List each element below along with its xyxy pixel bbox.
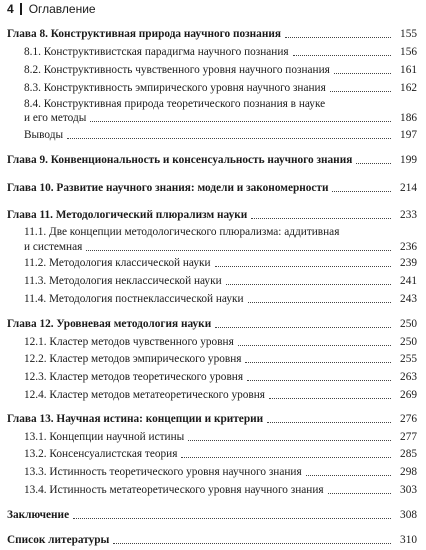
dot-leader <box>251 217 391 219</box>
toc-entry-title: 11.3. Методология неклассической науки <box>24 275 222 287</box>
toc-page-number: 298 <box>400 466 417 478</box>
toc-entry-title: Глава 8. Конструктивная природа научного познания <box>7 28 281 40</box>
toc-section-entry <box>24 273 417 288</box>
toc-page-number: 233 <box>400 209 417 221</box>
toc-page-number: 310 <box>400 534 417 546</box>
dot-leader <box>226 283 391 285</box>
dot-leader <box>238 344 391 346</box>
dot-leader <box>269 397 391 399</box>
toc-page-number: 161 <box>400 64 417 76</box>
toc-page-number: 250 <box>400 318 417 330</box>
toc-entry-title: 11.1. Две концепции методологического плюрализма: аддитивная <box>24 226 340 238</box>
toc-entry-title: 12.3. Кластер методов теоретического уровня <box>24 371 244 383</box>
toc-entry-title: Список литературы <box>7 534 110 546</box>
toc-page-number: 214 <box>400 182 417 194</box>
toc-page-number: 155 <box>400 28 417 40</box>
toc-section-entry <box>24 62 417 77</box>
toc-entry-title: Глава 13. Научная истина: концепции и критерии <box>7 413 264 425</box>
toc-page-number: 308 <box>400 509 417 521</box>
toc-entry-title: Глава 9. Конвенциональность и консенсуальность научного знания <box>7 154 353 166</box>
toc-section-entry-line1 <box>24 224 417 239</box>
toc-section-entry <box>24 429 417 444</box>
dot-leader <box>247 379 391 381</box>
toc-entry-title: 8.1. Конструктивистская парадигма научного познания <box>24 46 289 58</box>
toc-chapter-entry <box>7 207 417 222</box>
dot-leader <box>293 54 391 56</box>
dot-leader <box>332 190 391 192</box>
toc-entry-title: 8.4. Конструктивная природа теоретического познания в науке <box>24 98 326 110</box>
toc-section-entry <box>24 334 417 349</box>
dot-leader <box>215 326 391 328</box>
toc-page-number: 250 <box>400 336 417 348</box>
toc-entry-title: Выводы <box>24 129 64 141</box>
toc-entry-title: 11.4. Методология постнеклассической науки <box>24 293 244 305</box>
toc-page-number: 162 <box>400 82 417 94</box>
page-header <box>7 0 96 18</box>
toc-section-entry <box>24 369 417 384</box>
toc-section-entry-line2 <box>24 110 417 125</box>
toc-entry-title: 13.3. Истинность теоретического уровня научного знания <box>24 466 302 478</box>
toc-section-entry <box>24 387 417 402</box>
dot-leader <box>285 36 391 38</box>
toc-entry-title: 12.4. Кластер методов метатеоретического уровня <box>24 389 265 401</box>
toc-chapter-entry <box>7 180 417 195</box>
toc-page-number: 239 <box>400 257 417 269</box>
dot-leader <box>334 72 391 74</box>
toc-section-entry <box>24 44 417 59</box>
toc-section-entry-line1 <box>24 96 417 111</box>
toc-entry-title: и его методы <box>24 112 87 124</box>
dot-leader <box>181 456 391 458</box>
toc-entry-title: 13.2. Консенсуалистская теория <box>24 448 178 460</box>
toc-entry-title: Глава 11. Методологический плюрализм науки <box>7 209 248 221</box>
dot-leader <box>86 249 391 251</box>
toc-page-number: 277 <box>400 431 417 443</box>
toc-entry-title: 13.1. Концепции научной истины <box>24 431 185 443</box>
toc-entry-title: Глава 12. Уровневая методология науки <box>7 318 212 330</box>
toc-chapter-entry <box>7 26 417 41</box>
dot-leader <box>328 492 391 494</box>
toc-page-number: 285 <box>400 448 417 460</box>
toc-entry-title: Заключение <box>7 509 70 521</box>
toc-page-number: 269 <box>400 389 417 401</box>
dot-leader <box>306 474 391 476</box>
toc-chapter-entry <box>7 532 417 547</box>
toc-chapter-entry <box>7 507 417 522</box>
toc-section-entry <box>24 127 417 142</box>
toc-section-entry <box>24 255 417 270</box>
dot-leader <box>73 517 391 519</box>
dot-leader <box>113 542 391 544</box>
header-title: Оглавление <box>28 2 96 16</box>
toc-page-number: 199 <box>400 154 417 166</box>
dot-leader <box>90 120 391 122</box>
toc-entry-title: 11.2. Методология классической науки <box>24 257 211 269</box>
toc-page-number: 276 <box>400 413 417 425</box>
toc-section-entry <box>24 80 417 95</box>
dot-leader <box>330 90 391 92</box>
toc-entry-title: и системная <box>24 241 83 253</box>
toc-page-number: 303 <box>400 484 417 496</box>
toc-section-entry <box>24 482 417 497</box>
toc-entry-title: 12.1. Кластер методов чувственного уровня <box>24 336 234 348</box>
toc-chapter-entry <box>7 411 417 426</box>
page-number: 4 <box>7 2 14 16</box>
dot-leader <box>188 439 391 441</box>
dot-leader <box>356 162 391 164</box>
toc-entry-title: 8.2. Конструктивность чувственного уровня научного познания <box>24 64 330 76</box>
toc-section-entry <box>24 464 417 479</box>
toc-section-entry <box>24 351 417 366</box>
dot-leader <box>267 421 391 423</box>
toc-section-entry-line2 <box>24 239 417 254</box>
toc-entry-title: Глава 10. Развитие научного знания: модели и закономерности <box>7 182 329 194</box>
toc-page-number: 243 <box>400 293 417 305</box>
dot-leader <box>245 361 391 363</box>
dot-leader <box>215 265 391 267</box>
toc-page-number: 186 <box>400 112 417 124</box>
toc-section-entry <box>24 291 417 306</box>
toc-entry-title: 13.4. Истинность метатеоретического уровня научного знания <box>24 484 324 496</box>
toc-entry-title: 12.2. Кластер методов эмпирического уровня <box>24 353 242 365</box>
toc-chapter-entry <box>7 152 417 167</box>
header-divider <box>20 3 22 15</box>
toc-page-number: 156 <box>400 46 417 58</box>
toc-section-entry <box>24 446 417 461</box>
toc-page-number: 255 <box>400 353 417 365</box>
toc-page-number: 197 <box>400 129 417 141</box>
dot-leader <box>67 137 391 139</box>
toc-page-number: 263 <box>400 371 417 383</box>
toc-page-number: 241 <box>400 275 417 287</box>
toc-chapter-entry <box>7 316 417 331</box>
dot-leader <box>248 301 391 303</box>
toc-entry-title: 8.3. Конструктивность эмпирического уровня научного знания <box>24 82 326 94</box>
toc-page-number: 236 <box>400 241 417 253</box>
